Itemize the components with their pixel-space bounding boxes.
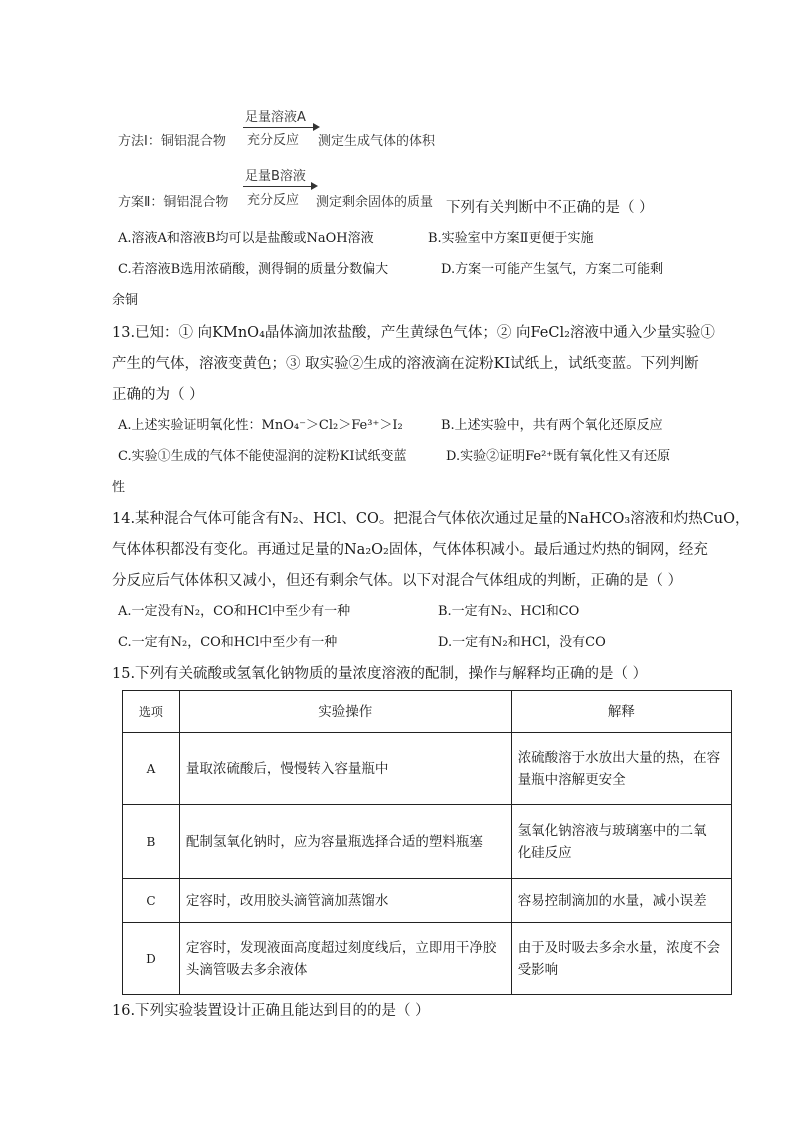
q12-stem: 下列有关判断中不正确的是（ ）: [446, 200, 654, 216]
row-operation: 定容时，发现液面高度超过刻度线后，立即用干净胶 头滴管吸去多余液体: [179, 923, 511, 995]
table-row: [123, 805, 732, 879]
q13-line2: 产生的气体，溶液变黄色；③ 取实验②生成的溶液滴在淀粉KI试纸上，试纸变蓝。下列判断: [112, 356, 699, 372]
q13-option-b: B.上述实验中，共有两个氧化还原反应: [441, 418, 663, 433]
table-row: [123, 879, 732, 923]
q15-table: [122, 690, 732, 995]
q12-option-b: B.实验室中方案Ⅱ更便于实施: [428, 231, 594, 246]
row-explanation: 由于及时吸去多余水量，浓度不会 受影响: [511, 923, 731, 995]
row-operation: 配制氢氧化钠时，应为容量瓶选择合适的塑料瓶塞: [179, 805, 511, 879]
row-explanation: 容易控制滴加的水量，减小误差: [511, 879, 731, 923]
header-explanation: 解释: [511, 691, 731, 733]
q12-option-c: C.若溶液B选用浓硝酸，测得铜的质量分数偏大: [118, 262, 389, 277]
row-explanation: 浓硫酸溶于水放出大量的热，在容 量瓶中溶解更安全: [511, 733, 731, 805]
scheme1-arrow-line: [243, 127, 315, 128]
q13-option-c: C.实验①生成的气体不能使湿润的淀粉KI试纸变蓝: [118, 449, 407, 464]
scheme1-arrow-bottom: 充分反应: [247, 133, 300, 148]
q14-option-c: C.一定有N₂，CO和HCl中至少有一种: [118, 635, 338, 650]
q14-line2: 气体体积都没有变化。再通过足量的Na₂O₂固体，气体体积减小。最后通过灼热的铜网，经充: [112, 542, 708, 558]
q13-option-d-cont: 性: [112, 480, 126, 495]
q14-line3: 分反应后气体体积又减小，但还有剩余气体。以下对混合气体组成的判断，正确的是（ ）: [112, 573, 683, 589]
row-operation: 定容时，改用胶头滴管滴加蒸馏水: [179, 879, 511, 923]
q15-stem: 15.下列有关硫酸或氢氧化钠物质的量浓度溶液的配制，操作与解释均正确的是（ ）: [112, 666, 648, 682]
row-option: D: [123, 923, 180, 995]
table-row: [123, 733, 732, 805]
row-option: B: [123, 805, 180, 879]
scheme1-arrow-top: 足量溶液A: [245, 110, 306, 125]
scheme2-arrow-top: 足量B溶液: [245, 169, 306, 184]
scheme1-result: 测定生成气体的体积: [318, 134, 436, 149]
header-option: 选项: [123, 691, 180, 733]
scheme1-label: 方法Ⅰ：铜铝混合物: [118, 134, 226, 149]
row-operation: 量取浓硫酸后，慢慢转入容量瓶中: [179, 733, 511, 805]
scheme2-arrow-head: [311, 182, 318, 190]
row-explanation: 氢氧化钠溶液与玻璃塞中的二氧 化硅反应: [511, 805, 731, 879]
row-option: A: [123, 733, 180, 805]
table-row: [123, 923, 732, 995]
q13-line3: 正确的为（ ）: [112, 387, 204, 403]
scheme2-result: 测定剩余固体的质量: [316, 195, 434, 210]
q13-option-d: D.实验②证明Fe²⁺既有氧化性又有还原: [446, 449, 671, 464]
scheme2-arrow-bottom: 充分反应: [247, 193, 300, 208]
q14-option-a: A.一定没有N₂，CO和HCl中至少有一种: [118, 604, 351, 619]
q13-line1: 13.已知：① 向KMnO₄晶体滴加浓盐酸，产生黄绿色气体；② 向FeCl₂溶液中通入少量实验①: [112, 325, 715, 341]
q14-option-b: B.一定有N₂、HCl和CO: [438, 604, 580, 619]
table-header-row: [123, 691, 732, 733]
q14-option-d: D.一定有N₂和HCl，没有CO: [438, 635, 606, 650]
q12-option-d: D.方案一可能产生氢气，方案二可能剩: [441, 262, 664, 277]
header-operation: 实验操作: [179, 691, 511, 733]
q13-option-a: A.上述实验证明氧化性：MnO₄⁻＞Cl₂＞Fe³⁺＞I₂: [118, 418, 403, 433]
row-option: C: [123, 879, 180, 923]
scheme2-arrow-line: [243, 186, 313, 187]
q12-option-d-cont: 余铜: [112, 293, 139, 308]
q14-line1: 14.某种混合气体可能含有N₂、HCl、CO。把混合气体依次通过足量的NaHCO₃溶液和灼热CuO，: [112, 511, 750, 527]
scheme2-label: 方案Ⅱ：铜铝混合物: [118, 195, 229, 210]
q16-stem: 16.下列实验装置设计正确且能达到目的的是（ ）: [112, 1003, 430, 1019]
q12-option-a: A.溶液A和溶液B均可以是盐酸或NaOH溶液: [118, 231, 374, 246]
